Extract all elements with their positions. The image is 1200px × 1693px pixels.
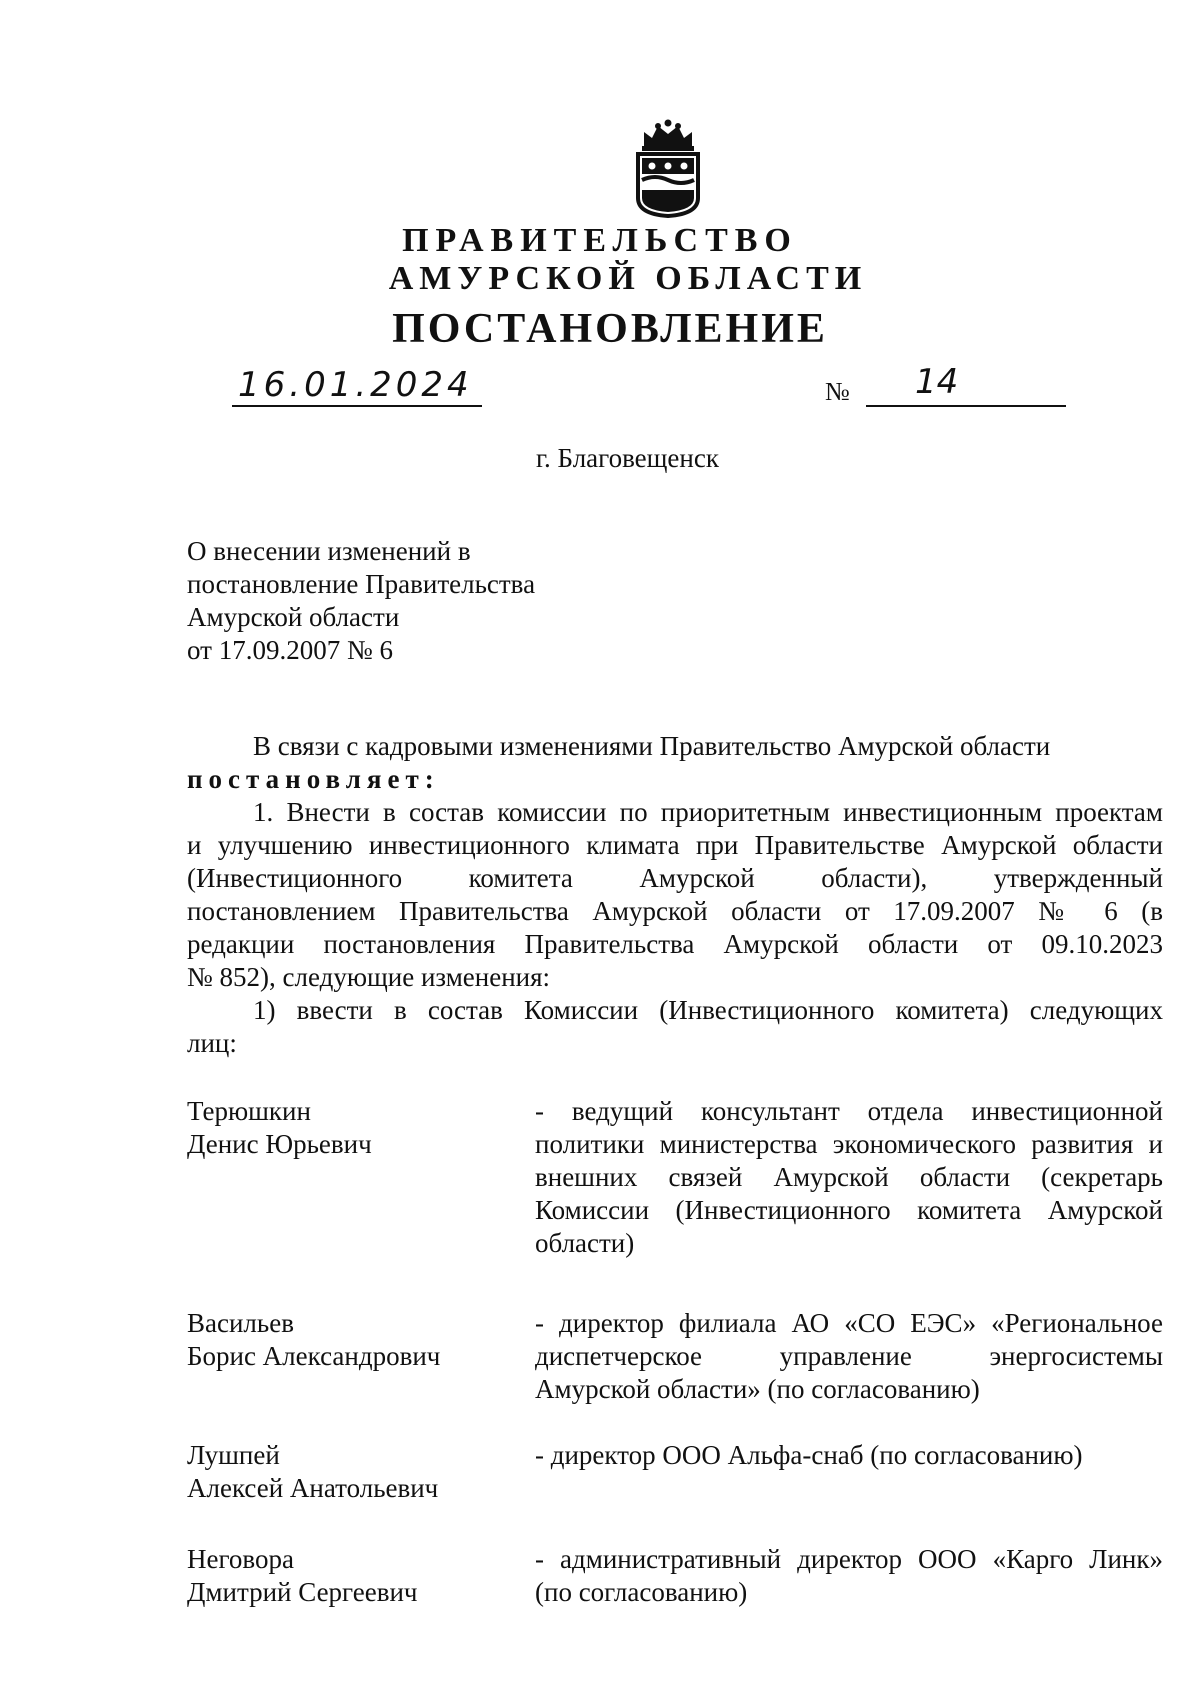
handwritten-date: 16.01.2024 (238, 365, 473, 405)
item1-line: (Инвестиционного комитета Амурской области), утвержденный (187, 863, 1163, 893)
item1-line: постановлением Правительства Амурской области от 17.09.2007 № 6 (в (187, 896, 1163, 926)
member-role-line: внешних связей Амурской области (секретарь (535, 1162, 1163, 1192)
resolution-body (187, 730, 1163, 1060)
subject-block (187, 535, 535, 667)
resolves-word: постановляет: (187, 764, 440, 794)
date-underline (232, 405, 482, 407)
government-title-line2: АМУРСКОЙ ОБЛАСТИ (388, 260, 868, 297)
item1-line: редакции постановления Правительства Амурской области от 09.10.2023 (187, 929, 1163, 959)
subitem1-line: 1) ввести в состав Комиссии (Инвестиционного комитета) следующих (253, 995, 1163, 1025)
member-role-line: - административный директор ООО «Карго Линк» (535, 1544, 1163, 1574)
subject-line: постановление Правительства (187, 569, 536, 599)
member-role (535, 1095, 1163, 1260)
member-name (187, 1095, 507, 1161)
member-role-line: - директор ООО Альфа-снаб (по согласованию) (535, 1440, 1083, 1470)
member-role-line: - директор филиала АО «СО ЕЭС» «Региональное (535, 1308, 1163, 1338)
member-given-names: Денис Юрьевич (187, 1129, 372, 1159)
member-surname: Васильев (187, 1308, 294, 1338)
member-role-line: политики министерства экономического развития и (535, 1129, 1163, 1159)
member-role-line: Амурской области» (по согласованию) (535, 1374, 980, 1404)
item1-line: и улучшению инвестиционного климата при Правительстве Амурской области (187, 830, 1163, 860)
member-role (535, 1543, 1163, 1609)
member-role (535, 1439, 1163, 1472)
member-given-names: Алексей Анатольевич (187, 1473, 439, 1503)
member-surname: Лушпей (187, 1440, 280, 1470)
member-surname: Неговора (187, 1544, 294, 1574)
government-title-line1: ПРАВИТЕЛЬСТВО (402, 222, 798, 259)
coat-of-arms-emblem-icon (630, 118, 706, 218)
member-surname: Терюшкин (187, 1096, 311, 1126)
member-role (535, 1307, 1163, 1406)
number-underline (866, 405, 1066, 407)
item1-line: № 852), следующие изменения: (187, 962, 551, 992)
member-role-line: - ведущий консультант отдела инвестиционной (535, 1096, 1163, 1126)
member-role-line: (по согласованию) (535, 1577, 748, 1607)
member-role-line: области) (535, 1228, 635, 1258)
subitem1-line: лиц: (187, 1028, 237, 1058)
number-label: № (825, 377, 850, 406)
handwritten-number: 14 (915, 362, 959, 402)
member-given-names: Дмитрий Сергеевич (187, 1577, 418, 1607)
document-type-title: ПОСТАНОВЛЕНИЕ (392, 306, 828, 352)
member-name (187, 1439, 507, 1505)
member-role-line: диспетчерское управление энергосистемы (535, 1341, 1163, 1371)
item1-line: 1. Внести в состав комиссии по приоритетным инвестиционным проектам (253, 797, 1163, 827)
member-role-line: Комиссии (Инвестиционного комитета Амурской (535, 1195, 1163, 1225)
subject-line: от 17.09.2007 № 6 (187, 635, 393, 665)
city-line: г. Благовещенск (536, 443, 719, 473)
intro-paragraph: В связи с кадровыми изменениями Правительство Амурской области (253, 731, 1051, 761)
member-name (187, 1307, 507, 1373)
subject-line: Амурской области (187, 602, 400, 632)
subject-line: О внесении изменений в (187, 536, 471, 566)
member-name (187, 1543, 507, 1609)
member-given-names: Борис Александрович (187, 1341, 441, 1371)
